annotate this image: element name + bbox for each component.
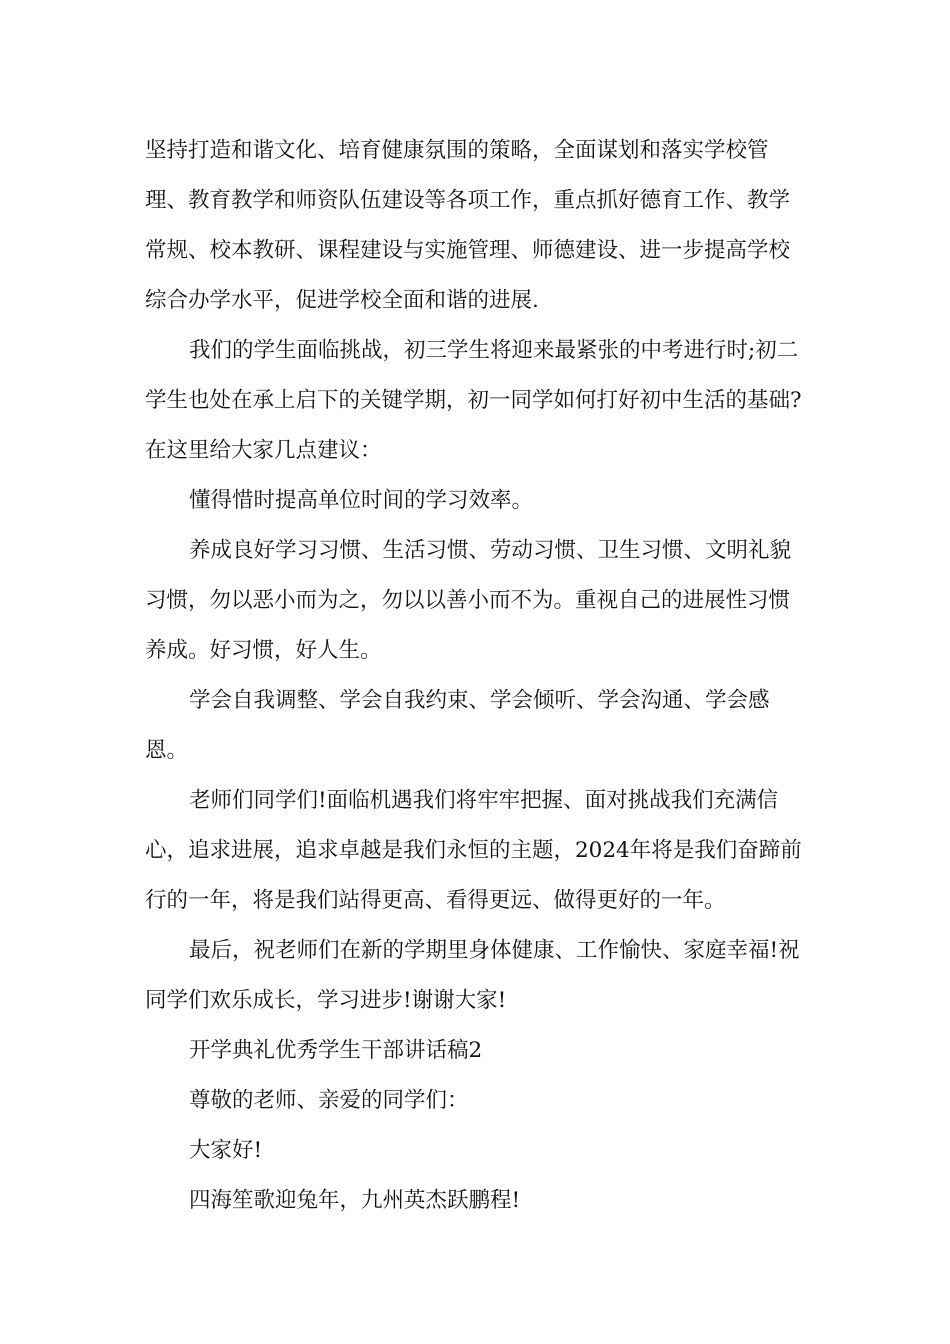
opening-line: 四海笙歌迎兔年，九州英杰跃鹏程! (189, 1188, 521, 1213)
paragraph-6: 老师们同学们!面临机遇我们将牢牢把握、面对挑战我们充满信心，追求进展，追求卓越是我们永恒的主题，2024年将是我们奋蹄前行的一年，将是我们站得更高、看得更远、做得更好的一年。 (145, 788, 802, 913)
salutation: 尊敬的老师、亲爱的同学们： (189, 1088, 469, 1113)
paragraph-7: 最后，祝老师们在新的学期里身体健康、工作愉快、家庭幸福!祝同学们欢乐成长，学习进步!谢谢大家! (145, 938, 800, 1013)
paragraph-3: 懂得惜时提高单位时间的学习效率。 (189, 488, 534, 513)
paragraph-5: 学会自我调整、学会自我约束、学会倾听、学会沟通、学会感恩。 (145, 688, 770, 763)
document-page (145, 126, 809, 1226)
paragraph-2: 我们的学生面临挑战，初三学生将迎来最紧张的中考进行时;初二学生也处在承上启下的关键学期，初一同学如何打好初中生活的基础?在这里给大家几点建议： (145, 338, 802, 463)
paragraph-1: 坚持打造和谐文化、培育健康氛围的策略，全面谋划和落实学校管理、教育教学和师资队伍建设等各项工作，重点抓好德育工作、教学常规、校本教研、课程建设与实施管理、师德建设、进一步提高学校综合办学水平，促进学校全面和谐的进展. (145, 138, 791, 313)
paragraph-4: 养成良好学习习惯、生活习惯、劳动习惯、卫生习惯、文明礼貌习惯，勿以恶小而为之，勿以以善小而不为。重视自己的进展性习惯养成。好习惯，好人生。 (145, 538, 792, 663)
greeting: 大家好! (189, 1138, 263, 1163)
section-heading: 开学典礼优秀学生干部讲话稿2 (189, 1038, 483, 1063)
